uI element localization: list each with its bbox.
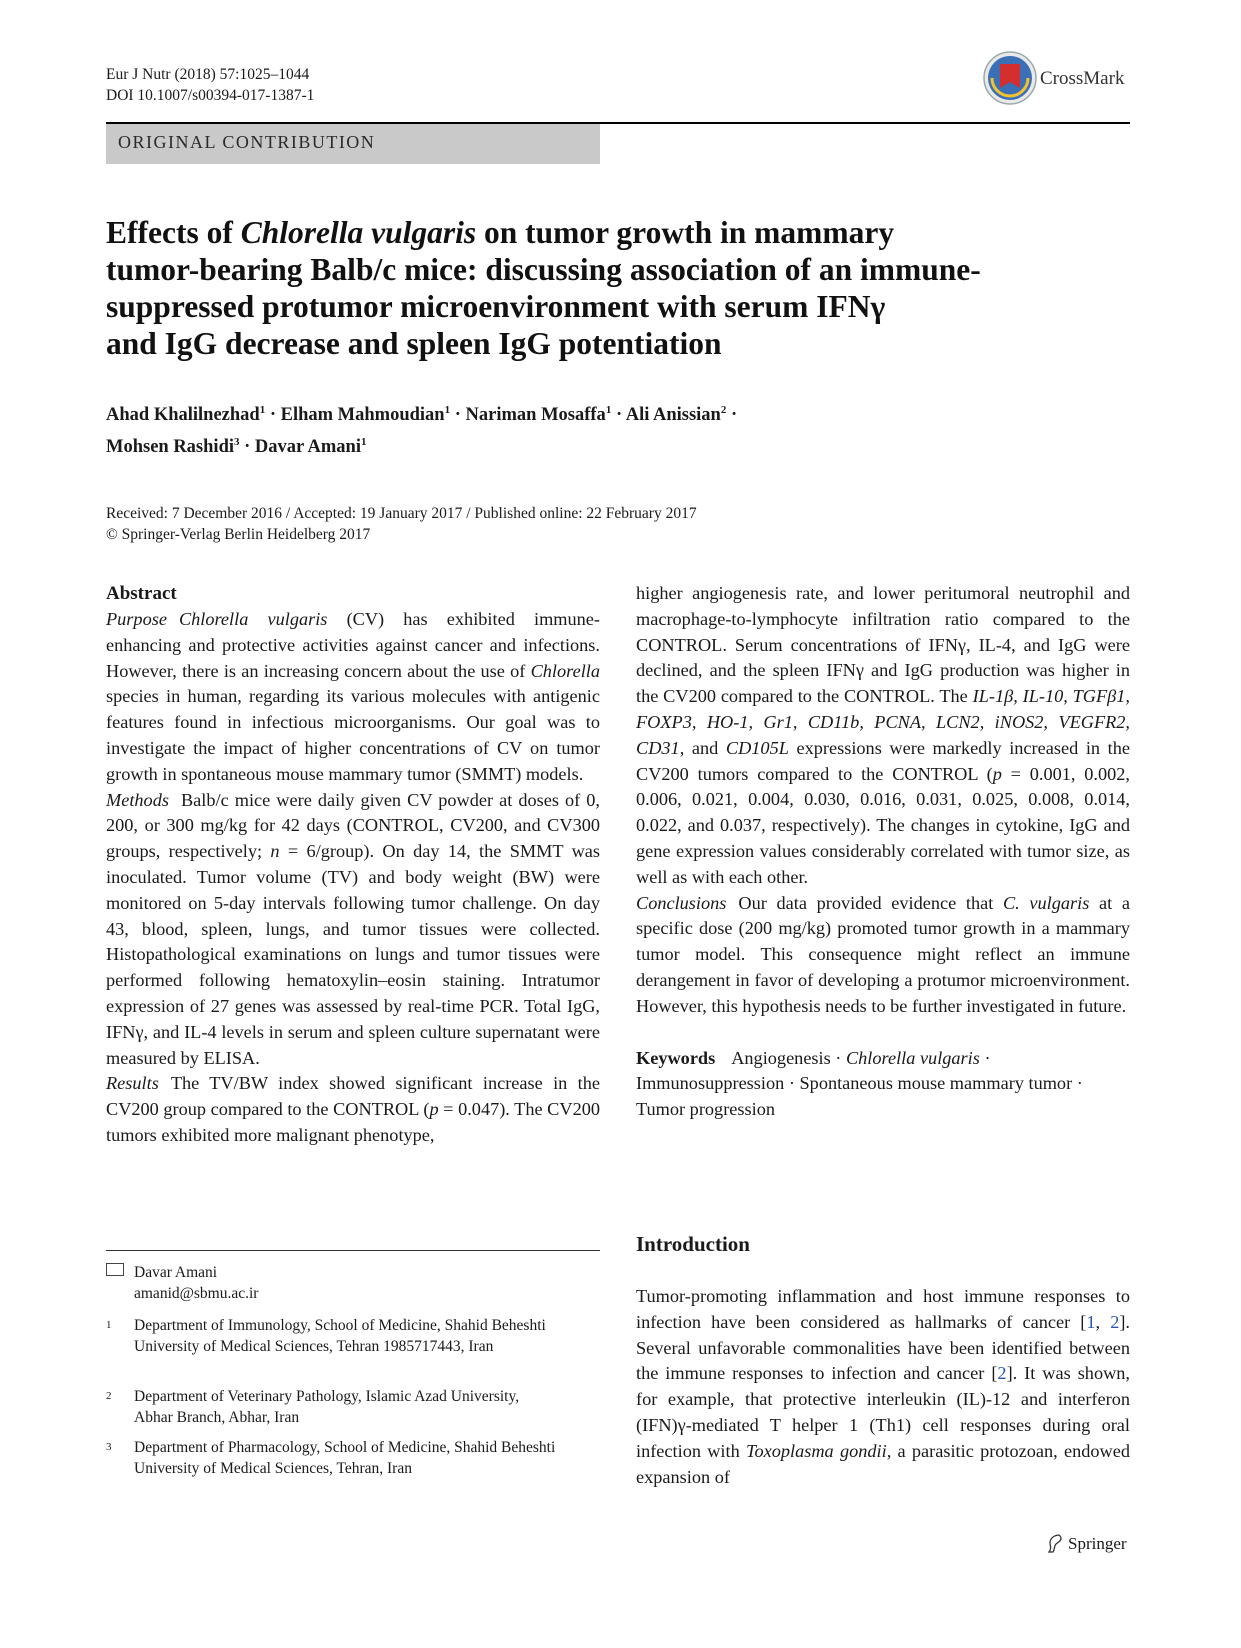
abstract-methods: Methods Balb/c mice were daily given CV powder at doses of 0, 200, or 300 mg/kg for 42 days (CONTROL, CV200, and CV300 groups, respectively; n = 6/group). On day 14, the SMMT was inoculated. Tumor volume (TV) and body weight (BW) were monitored on 5-day intervals following tumor challenge. On day 43, blood, spleen, lungs, and tumor tissues were collected. Histopathological examinations on lungs and tumor tissues were performed following hematoxylin–eosin staining. Intratumor expression of 27 genes was assessed by real-time PCR. Total IgG, IFNγ, and IL-4 levels in serum and spleen culture supernatant were measured by ELISA. bbox=[106, 789, 600, 1068]
journal-info bbox=[106, 64, 314, 106]
corresponding-author: Davar Amani bbox=[134, 1264, 218, 1281]
affiliation: 2 Department of Veterinary Pathology, Islamic Azad University, Abhar Branch, Abhar, Iran bbox=[106, 1388, 520, 1426]
abstract-conclusions: Conclusions Our data provided evidence that C. vulgaris at a specific dose (200 mg/kg) promoted tumor growth in a mammary tumor model. This consequence might reflect an immune derangement in favor of developing a protumor microenvironment. However, this hypothesis needs to be further investigated in future. bbox=[636, 892, 1130, 1016]
abstract-heading: Abstract bbox=[106, 583, 177, 604]
abstract-right bbox=[636, 581, 1130, 1123]
publisher-logo bbox=[1044, 1532, 1134, 1556]
author[interactable]: Mohsen Rashidi$^3$ bbox=[106, 436, 240, 458]
abstract-purpose: Purpose Chlorella vulgaris (CV) has exhibited immune-enhancing and protective activities against cancer and infections. However, there is an increasing concern about the use of Chlorella species in human, regarding its various molecules with antigenic features found in infectious microorganisms. Our goal was to investigate the impact of higher concentrations of CV on tumor growth in spontaneous mouse mammary tumor (SMMT) models. bbox=[106, 609, 600, 784]
springer-horse-icon bbox=[1044, 1533, 1064, 1555]
author[interactable]: Ahad Khalilnezhad$^1$ bbox=[106, 404, 266, 426]
citation-link[interactable]: 1 bbox=[1086, 1311, 1096, 1332]
received-dates: Received: 7 December 2016 / Accepted: 19 January 2017 / Published online: 22 February 2017 bbox=[106, 505, 697, 522]
footnote-rule bbox=[106, 1250, 600, 1251]
introduction-text: Tumor-promoting inflammation and host immune responses to infection have been considered as hallmarks of cancer [1, 2]. Several unfavorable commonalities have been identified between the immune responses to infection and cancer [2]. It was shown, for example, that protective interleukin (IL)-12 and interferon (IFN)γ-mediated T helper 1 (Th1) cell responses during oral infection with Toxoplasma gondii, a parasitic protozoan, endowed expansion of bbox=[636, 1286, 1131, 1487]
correspondence bbox=[106, 1262, 600, 1304]
email-link[interactable]: amanid@sbmu.ac.ir bbox=[134, 1285, 259, 1302]
author[interactable]: Elham Mahmoudian$^1$ bbox=[280, 404, 451, 426]
envelope-icon bbox=[106, 1263, 124, 1276]
author[interactable]: Davar Amani$^1$ bbox=[254, 436, 367, 458]
citation-link[interactable]: 2 bbox=[997, 1363, 1007, 1384]
citation-link[interactable]: 2 bbox=[1110, 1311, 1120, 1332]
section-label: ORIGINAL CONTRIBUTION bbox=[118, 132, 376, 152]
abstract-results: Results The TV/BW index showed significant increase in the CV200 group compared to the CONTROL (p = 0.047). The CV200 tumors exhibited more malignant phenotype, bbox=[106, 1073, 600, 1145]
crossmark-badge[interactable] bbox=[982, 50, 1142, 108]
abstract-results-cont: higher angiogenesis rate, and lower peritumoral neutrophil and macrophage-to-lymphocyte infiltration ratio compared to the CONTROL. Serum concentrations of IFNγ, IL-4, and IgG were declined, and the spleen IFNγ and IgG production was higher in the CV200 compared to the CONTROL. The IL-1β, IL-10, TGFβ1, FOXP3, HO-1, Gr1, CD11b, PCNA, LCN2, iNOS2, VEGFR2, CD31, and CD105L expressions were markedly increased in the CV200 tumors compared to the CONTROL (p = 0.001, 0.002, 0.006, 0.021, 0.004, 0.030, 0.016, 0.031, 0.025, 0.008, 0.014, 0.022, and 0.037, respectively). The changes in cytokine, IgG and gene expression values considerably correlated with tumor size, as well as with each other. bbox=[636, 583, 1130, 887]
introduction-heading: Introduction bbox=[636, 1232, 750, 1256]
keywords: Keywords Angiogenesis · Chlorella vulgaris · Immunosuppression · Spontaneous mouse mammary tumor · Tumor progression bbox=[636, 1047, 1083, 1120]
abstract-left bbox=[106, 581, 600, 1149]
author[interactable]: Nariman Mosaffa$^1$ bbox=[465, 404, 612, 426]
copyright: © Springer-Verlag Berlin Heidelberg 2017 bbox=[106, 526, 371, 543]
author-list: Ahad Khalilnezhad$^1$ · Elham Mahmoudian$^1$ · Nariman Mosaffa$^1$ · Ali Anissian$^2$ · Mohsen Rashidi$^3$ · Davar Amani$^1$ bbox=[106, 404, 738, 458]
journal-citation: Eur J Nutr (2018) 57:1025–1044 bbox=[106, 66, 310, 83]
affiliation: 3 Department of Pharmacology, School of Medicine, Shahid Beheshti University of Medical Sciences, Tehran, Iran bbox=[106, 1439, 556, 1477]
dates-block bbox=[106, 503, 1006, 545]
crossmark-label: CrossMark bbox=[1040, 68, 1125, 89]
affiliation: 1 Department of Immunology, School of Medicine, Shahid Beheshti University of Medical Sciences, Tehran 1985717443, Iran bbox=[106, 1317, 546, 1355]
section-bar bbox=[106, 124, 600, 164]
crossmark-icon bbox=[982, 50, 1038, 106]
author[interactable]: Ali Anissian$^2$ bbox=[625, 404, 727, 426]
publisher-name: Springer bbox=[1068, 1534, 1127, 1553]
journal-doi: DOI 10.1007/s00394-017-1387-1 bbox=[106, 87, 315, 104]
article-title: Effects of Chlorella vulgaris on tumor growth in mammary tumor-bearing Balb/c mice: discussing association of an immune- suppressed protumor microenvironment with serum IFNγ and IgG decrease and spleen IgG potentiation bbox=[106, 215, 981, 361]
